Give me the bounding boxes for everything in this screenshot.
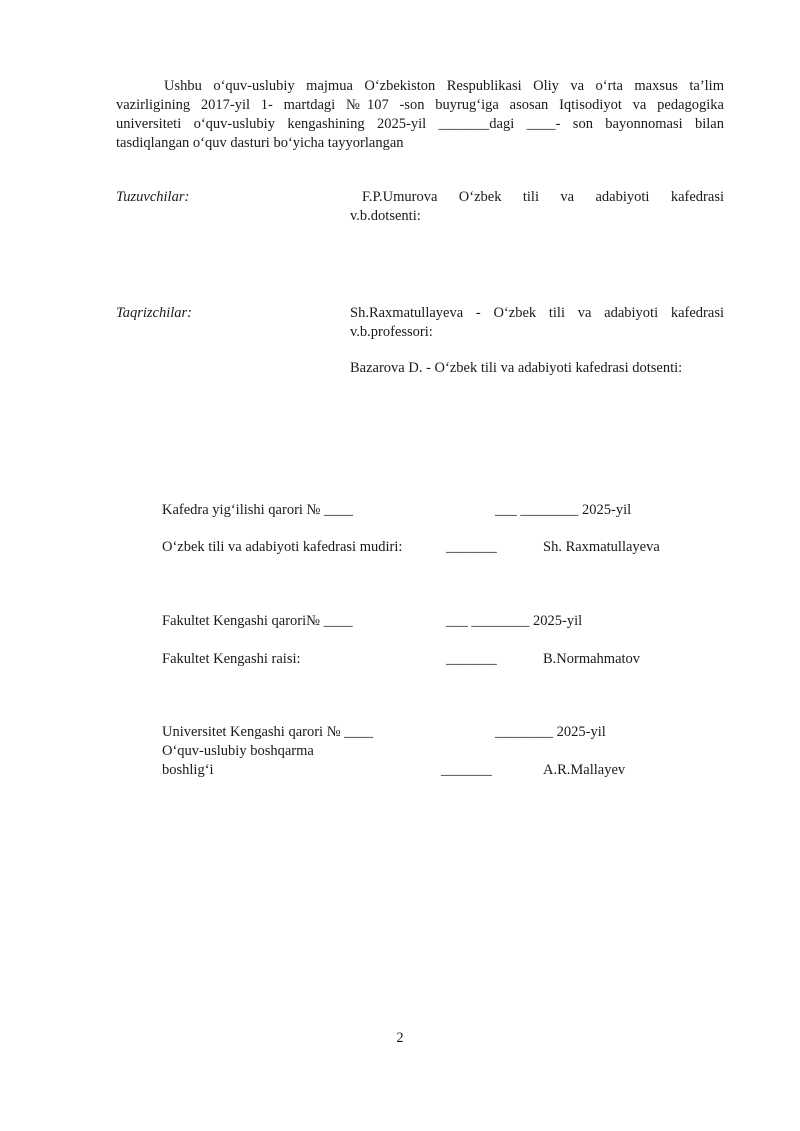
dept-head-name: Sh. Raxmatullayeva [543, 539, 660, 555]
dept-meeting-decision: Kafedra yig‘ilishi qarori № ____ [162, 502, 354, 518]
university-council-date: ________ 2025-yil [495, 724, 606, 740]
intro-line-2: vazirligining 2017-yil 1- martdagi №107 -son buyrug‘iga asosan Iqtisodiyot va pedagogika [116, 97, 724, 113]
intro-paragraph [116, 77, 724, 153]
faculty-chair-signature-line: _______ [446, 651, 497, 667]
edu-dept-head-name: A.R.Mallayev [543, 762, 626, 778]
university-council-decision: Universitet Kengashi qarori № ____ [162, 724, 374, 740]
reviewer-2: Bazarova D. - O‘zbek tili va adabiyoti kafedrasi dotsenti: [350, 360, 683, 376]
edu-dept-head-signature-line: _______ [441, 762, 492, 778]
compiler-line-1: F.P.Umurova O‘zbek tili va adabiyoti kafedrasi [362, 189, 724, 205]
faculty-meeting-decision: Fakultet Kengashi qarori№ ____ [162, 613, 353, 629]
intro-line-3: universiteti o‘quv-uslubiy kengashining 2025-yil _______dagi ____- son bayonnomasi bilan [116, 116, 724, 132]
compiler-line-2: v.b.dotsenti: [350, 208, 421, 224]
dept-meeting-date: ___ ________ 2025-yil [495, 502, 632, 518]
faculty-chair-label: Fakultet Kengashi raisi: [162, 651, 301, 667]
edu-dept-head-label-2: boshlig‘i [162, 762, 214, 778]
faculty-chair-name: B.Normahmatov [543, 651, 641, 667]
reviewers-label: Taqrizchilar: [116, 305, 193, 321]
faculty-meeting-date: ___ ________ 2025-yil [446, 613, 583, 629]
dept-head-signature-line: _______ [446, 539, 497, 555]
reviewer-1-line-1: Sh.Raxmatullayeva - O‘zbek tili va adabiyoti kafedrasi [350, 305, 724, 321]
intro-line-4: tasdiqlangan o‘quv dasturi bo‘yicha tayyorlangan [116, 135, 404, 151]
page-number: 2 [396, 1030, 404, 1046]
intro-line-1: Ushbu o‘quv-uslubiy majmua O‘zbekiston Respublikasi Oliy va o‘rta maxsus ta’lim [164, 78, 724, 94]
edu-dept-head-label-1: O‘quv-uslubiy boshqarma [162, 743, 314, 759]
compilers-text [350, 188, 724, 226]
dept-head-label: O‘zbek tili va adabiyoti kafedrasi mudiri: [162, 539, 403, 555]
reviewer-1-line-2: v.b.professori: [350, 324, 433, 340]
compilers-label: Tuzuvchilar: [116, 189, 190, 205]
reviewer-1 [350, 304, 724, 342]
